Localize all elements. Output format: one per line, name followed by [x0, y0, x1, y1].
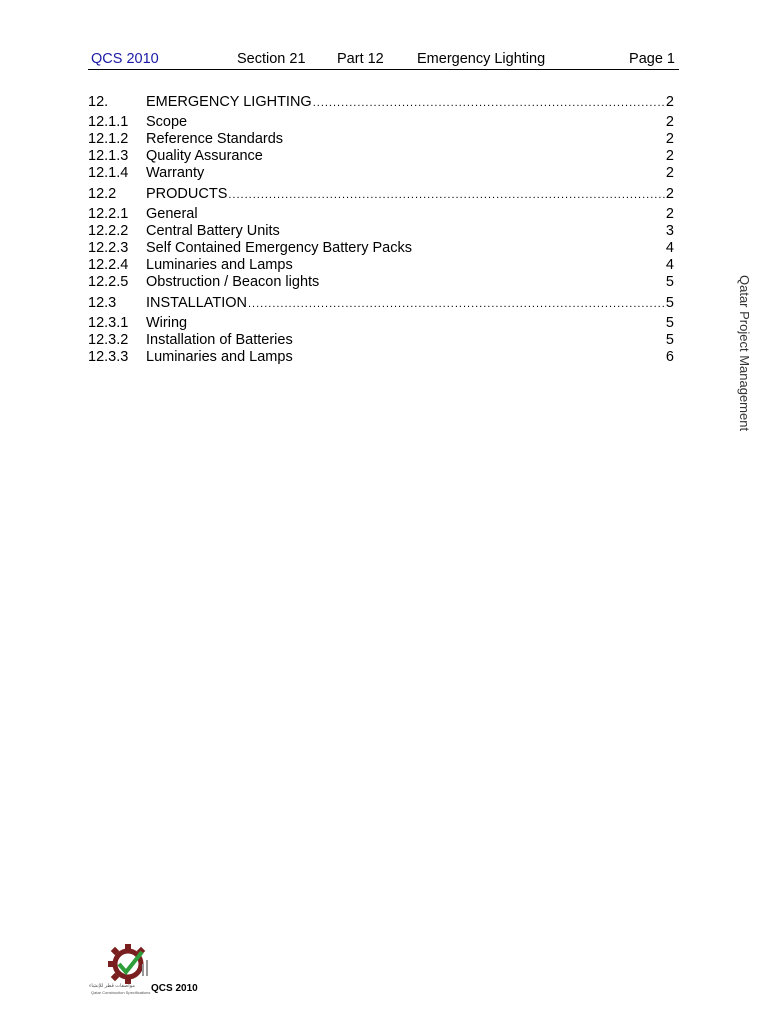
toc-page: 5	[665, 274, 674, 290]
toc-entry[interactable]	[88, 165, 674, 182]
toc-leader	[248, 292, 665, 316]
side-margin-text: Qatar Project Management	[737, 275, 752, 432]
toc-title: EMERGENCY LIGHTING	[146, 94, 312, 110]
toc-number: 12.3.2	[88, 332, 129, 348]
toc-leader	[228, 183, 665, 207]
toc-entry[interactable]	[88, 114, 674, 131]
toc-page: 4	[665, 257, 674, 273]
toc-number: 12.	[88, 94, 109, 110]
toc-title: INSTALLATION	[146, 295, 247, 311]
toc-number: 12.1.1	[88, 114, 129, 130]
toc-page: 2	[665, 114, 674, 130]
toc-number: 12.1.4	[88, 165, 129, 181]
toc-title: Quality Assurance	[146, 148, 263, 164]
toc-entry[interactable]	[88, 349, 674, 366]
page-header	[88, 50, 679, 70]
toc-number: 12.1.2	[88, 131, 129, 147]
toc-entry[interactable]	[88, 148, 674, 165]
toc-title: Installation of Batteries	[146, 332, 293, 348]
toc-number: 12.3	[88, 295, 117, 311]
toc-entry[interactable]	[88, 315, 674, 332]
header-code: QCS 2010	[91, 51, 159, 67]
toc-title: General	[146, 206, 198, 222]
toc-page: 5	[665, 332, 674, 348]
header-section: Section 21	[237, 51, 306, 67]
toc-entry[interactable]	[88, 90, 674, 114]
toc-title: Reference Standards	[146, 131, 284, 147]
toc-page: 2	[665, 148, 674, 164]
toc-entry[interactable]	[88, 274, 674, 291]
footer-code: QCS 2010	[151, 983, 198, 994]
toc-leader	[313, 91, 665, 115]
toc-page: 3	[665, 223, 674, 239]
footer-english-text: Qatar Construction Specifications	[91, 990, 151, 995]
toc-title: PRODUCTS	[146, 186, 228, 202]
toc-entry[interactable]	[88, 257, 674, 274]
toc-title: Central Battery Units	[146, 223, 280, 239]
toc-entry[interactable]	[88, 291, 674, 315]
toc-page: 4	[665, 240, 674, 256]
toc-title: Scope	[146, 114, 188, 130]
header-page-number: Page 1	[629, 51, 675, 67]
toc-title: Luminaries and Lamps	[146, 257, 293, 273]
toc-number: 12.1.3	[88, 148, 129, 164]
toc-page: 2	[665, 131, 674, 147]
toc-entry[interactable]	[88, 240, 674, 257]
toc-title: Warranty	[146, 165, 205, 181]
header-part: Part 12	[337, 51, 384, 67]
toc-number: 12.2.1	[88, 206, 129, 222]
toc-number: 12.2.4	[88, 257, 129, 273]
toc-page: 5	[665, 295, 674, 311]
toc-page: 6	[665, 349, 674, 365]
footer-arabic-text: مواصفات قطر للإنشاء	[89, 983, 135, 989]
toc-entry[interactable]	[88, 223, 674, 240]
toc-entry[interactable]	[88, 206, 674, 223]
toc-number: 12.2.2	[88, 223, 129, 239]
toc-number: 12.3.1	[88, 315, 129, 331]
toc-page: 5	[665, 315, 674, 331]
toc-title: Wiring	[146, 315, 188, 331]
toc-number: 12.3.3	[88, 349, 129, 365]
header-title: Emergency Lighting	[417, 51, 546, 67]
toc-title: Luminaries and Lamps	[146, 349, 293, 365]
toc-title: Self Contained Emergency Battery Packs	[146, 240, 412, 256]
toc-entry[interactable]	[88, 182, 674, 206]
toc-page: 2	[665, 94, 674, 110]
table-of-contents	[88, 90, 674, 366]
toc-page: 2	[665, 206, 674, 222]
toc-number: 12.2	[88, 186, 117, 202]
toc-number: 12.2.5	[88, 274, 129, 290]
toc-page: 2	[665, 165, 674, 181]
toc-page: 2	[665, 186, 674, 202]
toc-number: 12.2.3	[88, 240, 129, 256]
toc-entry[interactable]	[88, 131, 674, 148]
toc-title: Obstruction / Beacon lights	[146, 274, 320, 290]
toc-entry[interactable]	[88, 332, 674, 349]
